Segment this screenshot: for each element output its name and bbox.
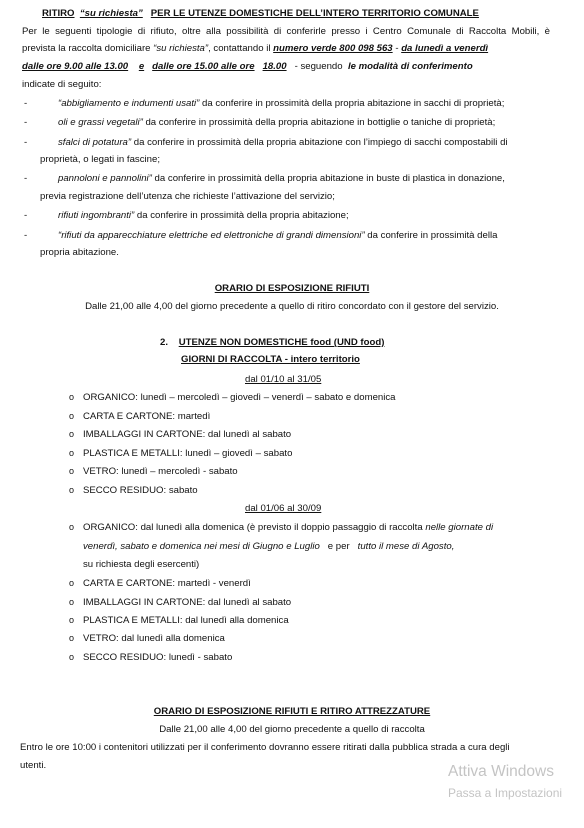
windows-activation-watermark: Attiva Windows	[448, 763, 554, 780]
windows-activation-subtext: Passa a Impostazioni	[448, 786, 563, 800]
item-label: “rifiuti da apparecchiature elettriche ed elettroniche di grandi dimensioni”	[58, 230, 365, 241]
period-label: dal 01/10 al 31/05	[245, 374, 322, 385]
intro-l2-c: , contattando il	[208, 43, 271, 54]
dash-bullet: -	[24, 98, 28, 109]
list-item: CARTA E CARTONE: martedì - venerdì	[83, 578, 251, 589]
list-item: SECCO RESIDUO: sabato	[83, 485, 198, 496]
circle-bullet: o	[69, 448, 75, 458]
list-item-ingombranti	[58, 209, 349, 222]
intro-line-1: Per le seguenti tipologie di rifiuto, oltre alla possibilità di conferirle presso i Centro Comunale di Raccolta Mobili, è	[22, 26, 550, 37]
item-label: pannoloni e pannolini”	[58, 173, 152, 184]
item-text: da conferire in prossimità della	[364, 230, 498, 241]
orario-attrezzature-text-1: Dalle 21,00 alle 4,00 del giorno precedente a quello di raccolta	[159, 724, 425, 735]
dash-bullet: -	[24, 230, 28, 241]
organico-text: e per	[327, 541, 350, 552]
dash-bullet: -	[24, 137, 28, 148]
section-2-heading	[160, 336, 384, 349]
list-item: PLASTICA E METALLI: dal lunedì alla domenica	[83, 615, 289, 626]
intro-l3-a: dalle ore 9.00 alle 13.00	[22, 61, 129, 72]
intro-l2-a: prevista la raccolta domiciliare	[22, 43, 151, 54]
list-item-sfalci-cont: proprietà, o legati in fascine;	[40, 154, 160, 165]
intro-line-3	[22, 60, 473, 73]
intro-l2-b: “su richiesta”	[153, 43, 209, 54]
intro-line-4: indicate di seguito:	[22, 79, 102, 90]
orario-attrezzature-title: ORARIO DI ESPOSIZIONE RIFIUTI E RITIRO ATTREZZATURE	[153, 706, 431, 717]
list-item-raee-cont: propria abitazione.	[40, 247, 119, 258]
list-item: CARTA E CARTONE: martedì	[83, 411, 211, 422]
circle-bullet: o	[69, 411, 75, 421]
list-item: VETRO: dal lunedì alla domenica	[83, 633, 225, 644]
circle-bullet: o	[69, 633, 75, 643]
item-text: da conferire in prossimità della propria abitazione in bottiglie o taniche di proprietà;	[142, 117, 496, 128]
item-label: “abbigliamento e indumenti usati”	[58, 98, 200, 109]
numero-verde: numero verde 800 098 563	[273, 43, 393, 54]
organico-italic: tutto il mese di Agosto,	[357, 541, 455, 552]
organico-line-2	[83, 540, 454, 553]
list-item: ORGANICO: lunedì – mercoledì – giovedì – venerdì – sabato e domenica	[83, 392, 396, 403]
item-label: oli e grassi vegetali”	[58, 117, 143, 128]
dash-bullet: -	[24, 210, 28, 221]
list-item-pannoloni-cont: previa registrazione dell’utenza che richieste l’attivazione del servizio;	[40, 191, 335, 202]
orario-title: ORARIO DI ESPOSIZIONE RIFIUTI	[214, 283, 370, 294]
item-text: da conferire in prossimità della propria abitazione;	[134, 210, 349, 221]
list-item-sfalci	[58, 136, 508, 149]
item-label: rifiuti ingombranti”	[58, 210, 135, 221]
intro-l2-f: da lunedì a venerdì	[401, 43, 489, 54]
section-header	[42, 7, 479, 20]
header-rest: PER LE UTENZE DOMESTICHE DELL’INTERO TERRITORIO COMUNALE	[150, 8, 479, 19]
intro-l3-c: dalle ore 15.00 alle ore	[152, 61, 255, 72]
circle-bullet: o	[69, 597, 75, 607]
list-item: PLASTICA E METALLI: lunedì – giovedì – sabato	[83, 448, 293, 459]
item-label: sfalci di potatura”	[58, 137, 132, 148]
intro-l3-b: e	[138, 61, 145, 72]
list-item: VETRO: lunedì – mercoledì - sabato	[83, 466, 238, 477]
list-item: SECCO RESIDUO: lunedì - sabato	[83, 652, 233, 663]
intro-l2-e: -	[395, 43, 402, 54]
orario-attrezzature-text-2: Entro le ore 10:00 i contenitori utilizzati per il conferimento dovranno essere ritirati dalla pubblica strada a cura degli	[20, 742, 510, 753]
list-item-raee	[58, 229, 497, 242]
dash-bullet: -	[24, 117, 28, 128]
list-item-pannoloni	[58, 172, 505, 185]
circle-bullet: o	[69, 429, 75, 439]
organico-italic: nelle giornate di	[425, 522, 494, 533]
list-item: IMBALLAGGI IN CARTONE: dal lunedì al sabato	[83, 429, 292, 440]
circle-bullet: o	[69, 392, 75, 402]
period-label: dal 01/06 al 30/09	[245, 503, 322, 514]
header-ritiro: RITIRO	[42, 8, 75, 19]
intro-l3-d: 18.00	[262, 61, 287, 72]
item-text: da conferire in prossimità della propria abitazione in buste di plastica in donazione,	[151, 173, 505, 184]
intro-line-2	[22, 42, 550, 55]
section-2-subtitle: GIORNI DI RACCOLTA - intero territorio	[181, 354, 360, 365]
circle-bullet: o	[69, 485, 75, 495]
organico-line-1	[83, 521, 493, 534]
circle-bullet: o	[69, 466, 75, 476]
list-item: IMBALLAGGI IN CARTONE: dal lunedì al sabato	[83, 597, 292, 608]
section-number: 2.	[160, 337, 169, 348]
intro-l3-f: le modalità di conferimento	[347, 61, 473, 72]
circle-bullet: o	[69, 578, 75, 588]
circle-bullet: o	[69, 652, 75, 662]
circle-bullet: o	[69, 615, 75, 625]
dash-bullet: -	[24, 173, 28, 184]
section-title: UTENZE NON DOMESTICHE food (UND food)	[178, 337, 385, 348]
organico-line-3: su richiesta degli esercenti)	[83, 559, 200, 570]
item-text: da conferire in prossimità della propria abitazione con l’impiego di sacchi compostabili di	[131, 137, 508, 148]
item-text: da conferire in prossimità della propria abitazione in sacchi di proprietà;	[199, 98, 505, 109]
organico-text: ORGANICO: dal lunedì alla domenica (è previsto il doppio passaggio di raccolta	[83, 522, 423, 533]
orario-text: Dalle 21,00 alle 4,00 del giorno precedente a quello di ritiro concordato con il gestore del servizio.	[85, 301, 499, 312]
orario-attrezzature-text-3: utenti.	[20, 760, 47, 771]
list-item-abbigliamento	[58, 97, 504, 110]
header-su-richiesta: “su richiesta”	[79, 8, 143, 19]
circle-bullet: o	[69, 522, 75, 532]
organico-italic: venerdì, sabato e domenica nei mesi di Giugno e Luglio	[83, 541, 320, 552]
list-item-oli	[58, 116, 495, 129]
intro-l3-e: - seguendo	[294, 61, 343, 72]
